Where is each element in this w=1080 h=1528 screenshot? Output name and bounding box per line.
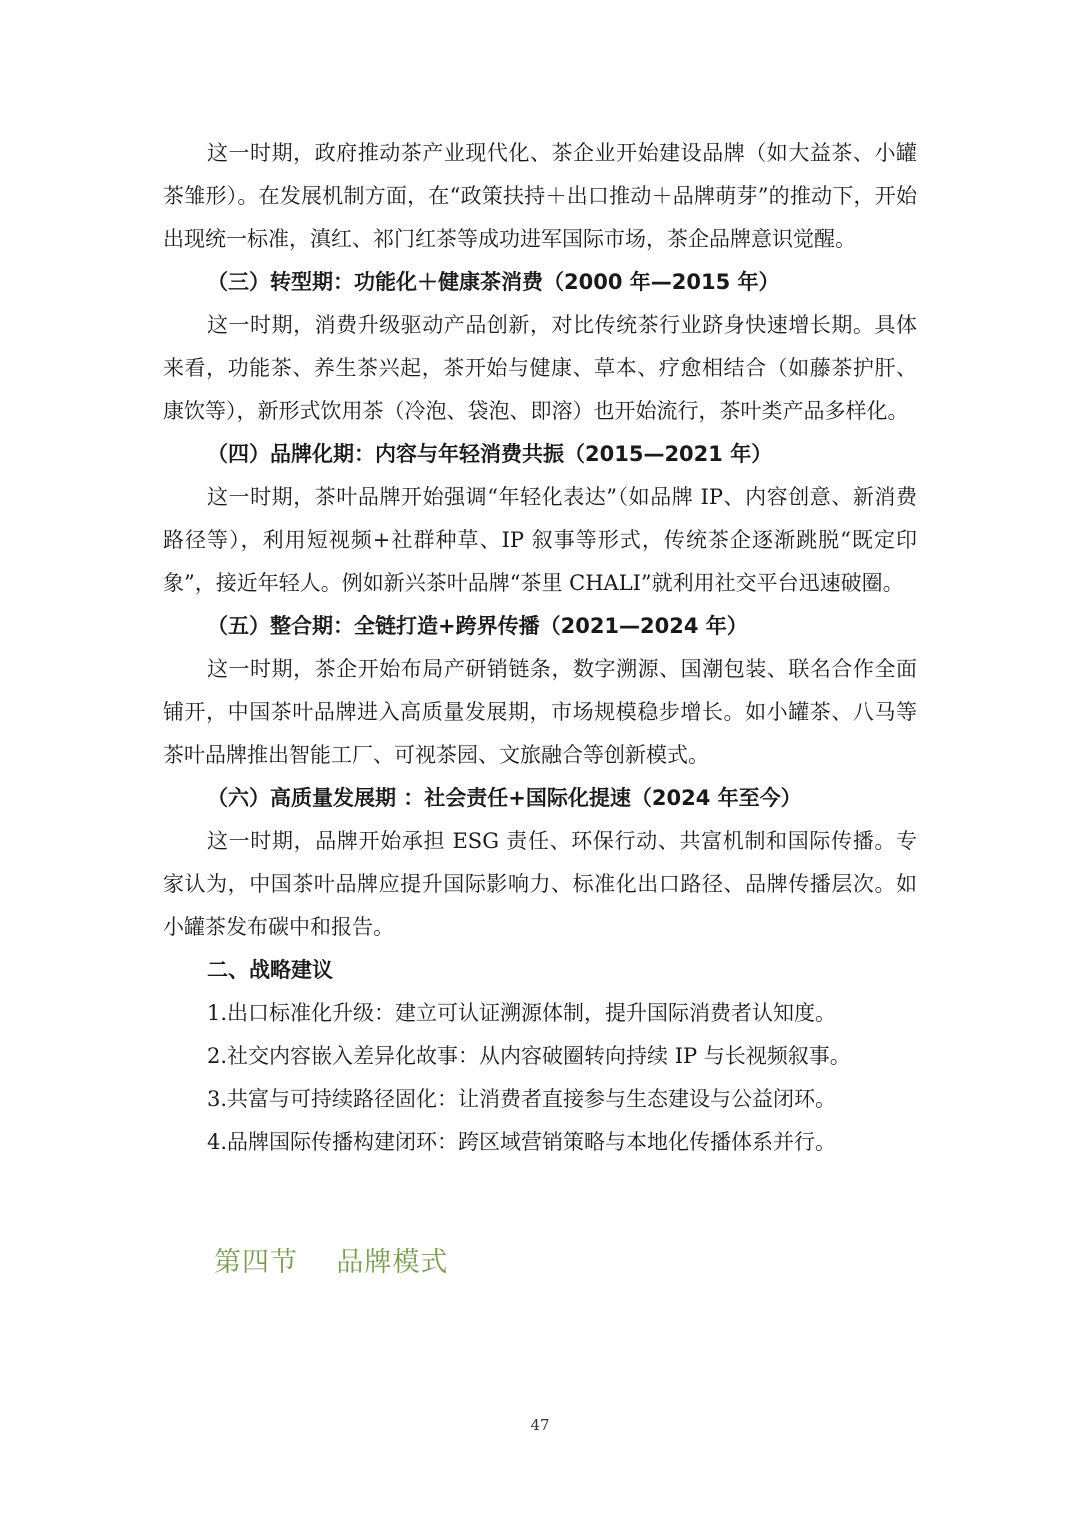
strategy-item: 1.出口标准化升级：建立可认证溯源体制，提升国际消费者认知度。 xyxy=(207,1001,837,1025)
heading-transformation-period: （三）转型期：功能化＋健康茶消费（2000 年—2015 年） xyxy=(207,270,780,294)
strategy-item: 4.品牌国际传播构建闭环：跨区域营销策略与本地化传播体系并行。 xyxy=(207,1130,837,1154)
paragraph-integration-period: 这一时期，茶企开始布局产研销链条，数字溯源、国潮包装、联名合作全面铺开，中国茶叶品牌进入高质量发展期，市场规模稳步增长。如小罐茶、八马等茶叶品牌推出智能工厂、可视茶园、文旅融合等创新模式。 xyxy=(163,657,917,767)
paragraph-transformation-period: 这一时期，消费升级驱动产品创新，对比传统茶行业跻身快速增长期。具体来看，功能茶、养生茶兴起，茶开始与健康、草本、疗愈相结合（如藤茶护肝、康饮等），新形式饮用茶（冷泡、袋泡、即溶）也开始流行，茶叶类产品多样化。 xyxy=(163,313,917,423)
heading-high-quality-period: （六）高质量发展期 ：社会责任+国际化提速（2024 年至今） xyxy=(207,786,802,810)
section-title: 第四节 品牌模式 xyxy=(214,1247,449,1278)
strategy-item: 3.共富与可持续路径固化：让消费者直接参与生态建设与公益闭环。 xyxy=(207,1087,837,1111)
document-body xyxy=(163,132,917,1164)
paragraph-high-quality-period: 这一时期，品牌开始承担 ESG 责任、环保行动、共富机制和国际传播。专家认为，中国茶叶品牌应提升国际影响力、标准化出口路径、品牌传播层次。如小罐茶发布碳中和报告。 xyxy=(163,829,917,939)
heading-branding-period: （四）品牌化期：内容与年轻消费共振（2015—2021 年） xyxy=(207,442,773,466)
paragraph-policy-period: 这一时期，政府推动茶产业现代化、茶企业开始建设品牌（如大益茶、小罐茶雏形）。在发展机制方面，在“政策扶持＋出口推动＋品牌萌芽”的推动下，开始出现统一标准，滇红、祁门红茶等成功进军国际市场，茶企品牌意识觉醒。 xyxy=(163,141,917,251)
paragraph-branding-period: 这一时期，茶叶品牌开始强调“年轻化表达”（如品牌 IP、内容创意、新消费路径等），利用短视频+社群种草、IP 叙事等形式，传统茶企逐渐跳脱“既定印象”，接近年轻人。例如新兴茶叶品牌“茶里 CHALI”就利用社交平台迅速破圈。 xyxy=(163,485,917,595)
page-number: 47 xyxy=(530,1416,550,1434)
strategy-item: 2.社交内容嵌入差异化故事：从内容破圈转向持续 IP 与长视频叙事。 xyxy=(207,1044,851,1068)
heading-strategy: 二、战略建议 xyxy=(207,958,333,982)
heading-integration-period: （五）整合期：全链打造+跨界传播（2021—2024 年） xyxy=(207,614,748,638)
